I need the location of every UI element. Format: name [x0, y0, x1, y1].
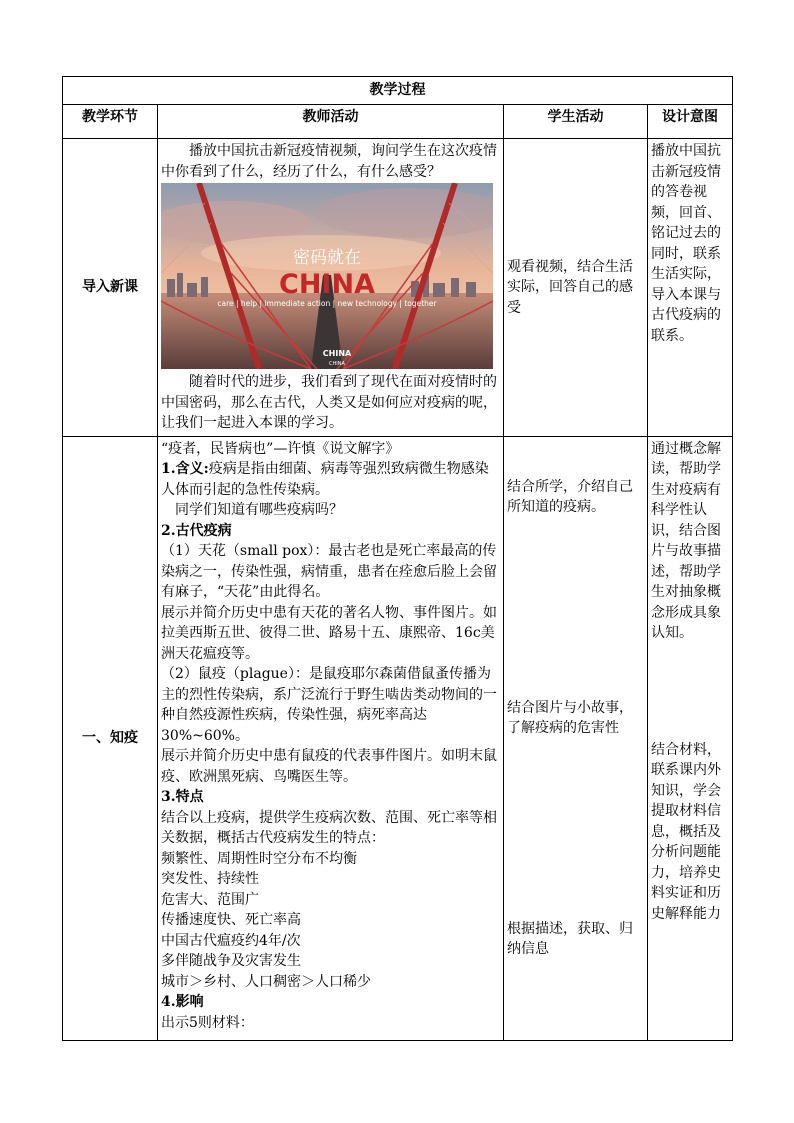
section-text: 出示5则材料： — [161, 1014, 254, 1031]
china-bridge-image — [161, 183, 493, 369]
quote: “疫者，民皆病也”—许慎《说文解字》 — [161, 440, 400, 457]
header-row — [63, 105, 733, 139]
list-item: 突发性、持续性 — [161, 871, 259, 887]
table-row — [63, 139, 733, 437]
smallpox-show: 展示并简介历史中患有天花的著名人物、事件图片。如拉美西斯五世、彼得二世、路易十五、康熙帝、16c美洲天花瘟疫等。 — [161, 604, 497, 662]
teacher-outro: 随着时代的进步，我们看到了现代在面对疫情时的中国密码，那么在古代，人类又是如何应对疫病的呢，让我们一起进入本课的学习。 — [161, 374, 497, 431]
student-activity: 观看视频，结合生活实际，回答自己的感受 — [507, 258, 633, 316]
design-intent: 播放中国抗击新冠疫情的答卷视频，回首、铭记过去的同时，联系生活实际，导入本课与古代疫病的联系。 — [651, 143, 721, 344]
image-tagline: care | help | immediate action | new technology | together — [217, 299, 437, 308]
section-heading: 2.古代疫病 — [161, 522, 232, 539]
question: 同学们知道有哪些疫病吗？ — [175, 502, 343, 518]
smallpox-text: （1）天花（small pox）：最古老也是死亡率最高的传染病之一，传染性强，病情重，患者在痊愈后脸上会留有麻子，“天花”由此得名。 — [161, 543, 497, 600]
student-cell — [504, 139, 648, 437]
image-title-cn: 密码就在 — [293, 248, 361, 268]
section-heading: 3.特点 — [161, 789, 204, 805]
design-cell — [648, 436, 733, 1040]
list-item: 传播速度快、死亡率高 — [161, 912, 301, 928]
image-caption-small: CHINA — [329, 361, 345, 367]
features-intro: 结合以上疫病，提供学生疫病次数、范围、死亡率等相关数据，概括古代疫病发生的特点： — [161, 809, 497, 846]
section-heading: 1.含义: — [161, 461, 209, 477]
image-title-en: CHINA — [279, 269, 375, 300]
student-activity: 结合图片与小故事，了解疫病的危害性 — [507, 699, 633, 736]
list-item: 频繁性、周期性时空分布不均衡 — [161, 850, 357, 867]
header-teacher: 教师活动 — [158, 105, 504, 139]
header-design: 设计意图 — [648, 105, 733, 139]
section-text: 疫病是指由细菌、病毒等强烈致病微生物感染人体而引起的急性传染病。 — [161, 461, 489, 498]
design-cell — [648, 139, 733, 437]
plague-text: （2）鼠疫（plague）：是鼠疫耶尔森菌借鼠蚤传播为主的烈性传染病，系广泛流行于野生啮齿类动物间的一种自然疫源性疾病，传染性强，病死率高达30%~60%。 — [161, 666, 497, 744]
student-activity: 根据描述，获取、归纳信息 — [507, 920, 633, 957]
teaching-process-table — [62, 76, 733, 1041]
teacher-intro: 播放中国抗击新冠疫情视频，询问学生在这次疫情中你看到了什么，经历了什么，有什么感受？ — [161, 143, 497, 180]
list-item: 多伴随战争及灾害发生 — [161, 953, 301, 969]
header-stage: 教学环节 — [63, 105, 158, 139]
design-intent: 结合材料，联系课内外知识，学会提取材料信息，概括及分析问题能力，培养史料实证和历史解释能力 — [651, 741, 721, 922]
teacher-cell — [158, 436, 504, 1040]
list-item: 中国古代瘟疫约4年/次 — [161, 932, 301, 949]
section-heading: 4.影响 — [161, 994, 204, 1010]
plague-show: 展示并简介历史中患有鼠疫的代表事件图片。如明末鼠疫、欧洲黑死病、鸟嘴医生等。 — [161, 748, 497, 785]
design-intent: 通过概念解读，帮助学生对疫病有科学性认识，结合图片与故事描述，帮助学生对抽象概念形成具象认知。 — [651, 440, 721, 641]
student-activity: 结合所学，介绍自己所知道的疫病。 — [507, 478, 633, 515]
list-item: 城市＞乡村、人口稠密＞人口稀少 — [161, 973, 371, 990]
stage-cell: 导入新课 — [63, 139, 158, 437]
list-item: 危害大、范围广 — [161, 891, 259, 908]
table-row — [63, 436, 733, 1040]
stage-cell: 一、知疫 — [63, 436, 158, 1040]
header-student: 学生活动 — [504, 105, 648, 139]
student-cell — [504, 436, 648, 1040]
teacher-cell — [158, 139, 504, 437]
table-title: 教学过程 — [63, 77, 733, 105]
section-meaning — [161, 459, 500, 500]
image-caption: CHINA — [322, 349, 352, 358]
